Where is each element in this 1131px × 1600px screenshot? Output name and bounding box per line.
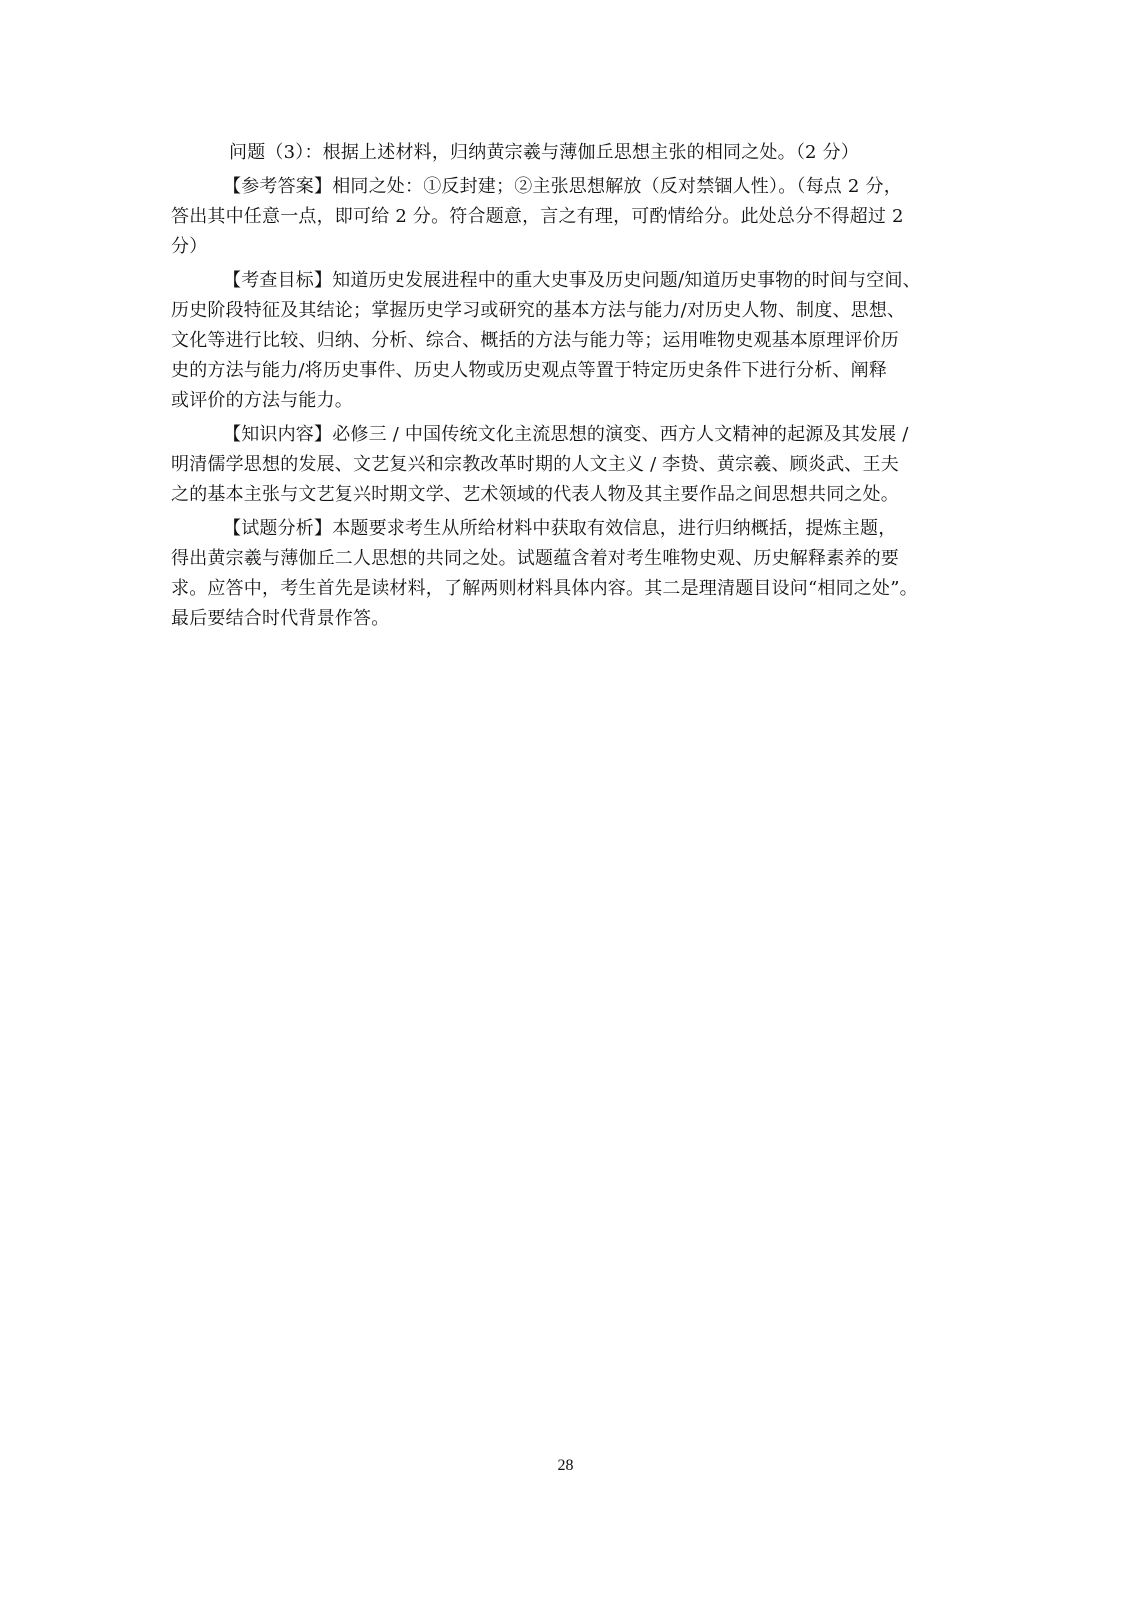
page-number: 28	[557, 1457, 574, 1474]
text-line: 最后要结合时代背景作答。	[171, 608, 390, 629]
text-line: 文化等进行比较、归纳、分析、综合、概括的方法与能力等；运用唯物史观基本原理评价历	[171, 330, 899, 351]
text-line: 之的基本主张与文艺复兴时期文学、艺术领域的代表人物及其主要作品之间思想共同之处。	[171, 484, 899, 505]
text-line: 【考查目标】知道历史发展进程中的重大史事及历史问题/知道历史事物的时间与空间、	[223, 270, 921, 291]
objective-paragraph	[171, 266, 961, 416]
text-line: 得出黄宗羲与薄伽丘二人思想的共同之处。试题蕴含着对考生唯物史观、历史解释素养的要	[171, 548, 899, 569]
document-body	[171, 138, 961, 638]
text-line: 求。应答中，考生首先是读材料，了解两则材料具体内容。其二是理清题目设问“相同之处”。	[171, 578, 918, 599]
question-paragraph	[171, 138, 961, 168]
text-line: 【知识内容】必修三 / 中国传统文化主流思想的演变、西方人文精神的起源及其发展 /	[223, 424, 909, 445]
text-line: 历史阶段特征及其结论；掌握历史学习或研究的基本方法与能力/对历史人物、制度、思想、	[171, 300, 906, 321]
text-line: 或评价的方法与能力。	[171, 390, 353, 411]
analysis-paragraph	[171, 514, 961, 634]
answer-paragraph	[171, 172, 961, 262]
text-line: 分）	[171, 236, 208, 257]
text-line: 问题（3）：根据上述材料，归纳黄宗羲与薄伽丘思想主张的相同之处。（2 分）	[229, 142, 860, 163]
text-line: 明清儒学思想的发展、文艺复兴和宗教改革时期的人文主义 / 李贽、黄宗羲、顾炎武、王夫	[171, 454, 899, 475]
text-line: 答出其中任意一点，即可给 2 分。符合题意，言之有理，可酌情给分。此处总分不得超过 2	[171, 206, 904, 227]
text-line: 【参考答案】相同之处：①反封建；②主张思想解放（反对禁锢人性）。（每点 2 分，	[223, 176, 902, 197]
text-line: 【试题分析】本题要求考生从所给材料中获取有效信息，进行归纳概括，提炼主题，	[223, 518, 897, 539]
knowledge-paragraph	[171, 420, 961, 510]
text-line: 史的方法与能力/将历史事件、历史人物或历史观点等置于特定历史条件下进行分析、阐释	[171, 360, 888, 381]
